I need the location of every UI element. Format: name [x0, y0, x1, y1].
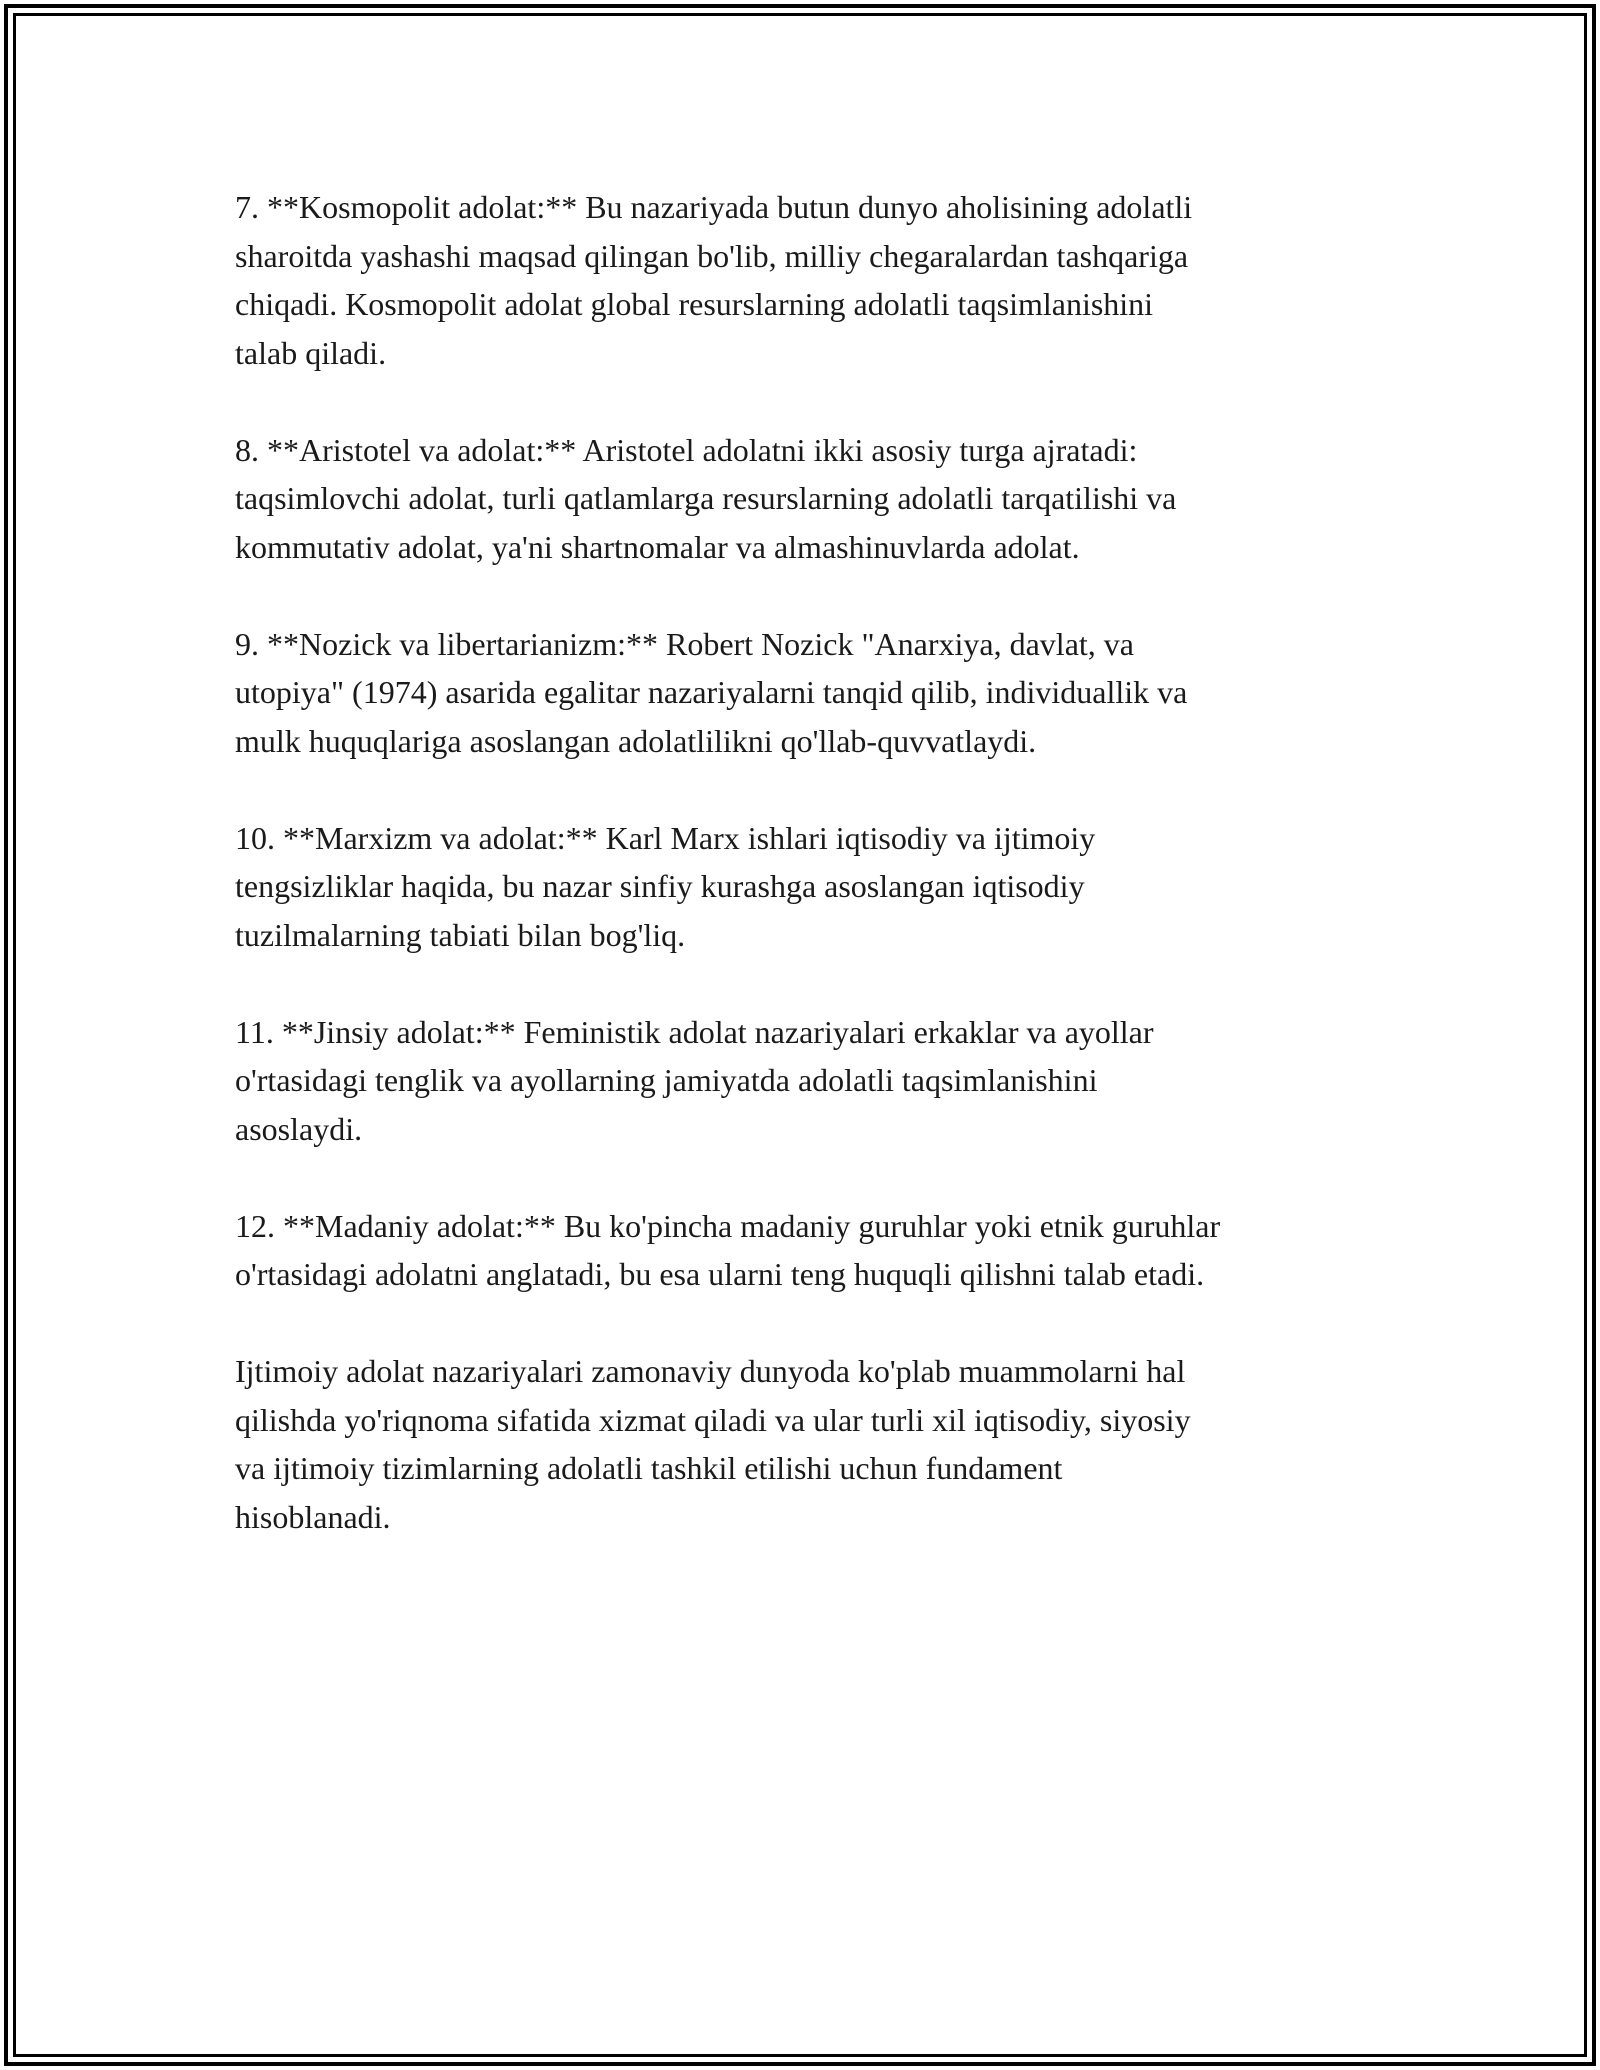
document-body: [235, 183, 1395, 1590]
text-line: o'rtasidagi tenglik va ayollarning jamiyatda adolatli taqsimlanishini: [235, 1062, 1098, 1098]
paragraph-madaniy-adolat: [235, 1202, 1395, 1299]
text-line: hisoblanadi.: [235, 1498, 391, 1535]
text-line: Ijtimoiy adolat nazariyalari zamonaviy dunyoda ko'plab muammolarni hal: [235, 1353, 1186, 1389]
text-line: o'rtasidagi adolatni anglatadi, bu esa ularni teng huquqli qilishni talab etadi.: [235, 1256, 1205, 1292]
text-line: talab qiladi.: [235, 334, 387, 371]
text-line: 11. **Jinsiy adolat:** Feministik adolat nazariyalari erkaklar va ayollar: [235, 1013, 1154, 1050]
paragraph-nozick-va-libertarianizm: [235, 620, 1395, 766]
paragraph-jinsiy-adolat: [235, 1008, 1395, 1154]
paragraph-marxizm-va-adolat: [235, 814, 1395, 960]
text-line: va ijtimoiy tizimlarning adolatli tashkil etilishi uchun fundament: [235, 1450, 1063, 1486]
text-line: mulk huquqlariga asoslangan adolatlilikni qo'llab-quvvatlaydi.: [235, 722, 1037, 759]
text-line: taqsimlovchi adolat, turli qatlamlarga resurslarning adolatli tarqatilishi va: [235, 480, 1177, 516]
text-line: 9. **Nozick va libertarianizm:** Robert Nozick "Anarxiya, davlat, va: [235, 625, 1134, 662]
paragraph-aristotel-va-adolat: [235, 426, 1395, 572]
text-line: kommutativ adolat, ya'ni shartnomalar va almashinuvlarda adolat.: [235, 528, 1080, 565]
text-line: 12. **Madaniy adolat:** Bu ko'pincha madaniy guruhlar yoki etnik guruhlar: [235, 1207, 1221, 1244]
text-line: 10. **Marxizm va adolat:** Karl Marx ishlari iqtisodiy va ijtimoiy: [235, 819, 1096, 856]
text-line: chiqadi. Kosmopolit adolat global resurslarning adolatli taqsimlanishini: [235, 286, 1154, 322]
text-line: utopiya" (1974) asarida egalitar nazariyalarni tanqid qilib, individuallik va: [235, 674, 1188, 710]
text-line: tuzilmalarning tabiati bilan bog'liq.: [235, 916, 686, 953]
paragraph-kosmopolit-adolat: [235, 183, 1395, 377]
text-line: asoslaydi.: [235, 1110, 363, 1147]
text-line: 7. **Kosmopolit adolat:** Bu nazariyada butun dunyo aholisining adolatli: [235, 189, 1193, 225]
text-line: qilishda yo'riqnoma sifatida xizmat qiladi va ular turli xil iqtisodiy, siyosiy: [235, 1401, 1191, 1438]
text-line: sharoitda yashashi maqsad qilingan bo'lib, milliy chegaralardan tashqariga: [235, 237, 1189, 274]
paragraph-conclusion: [235, 1347, 1395, 1541]
text-line: 8. **Aristotel va adolat:** Aristotel adolatni ikki asosiy turga ajratadi:: [235, 431, 1138, 468]
text-line: tengsizliklar haqida, bu nazar sinfiy kurashga asoslangan iqtisodiy: [235, 868, 1085, 904]
